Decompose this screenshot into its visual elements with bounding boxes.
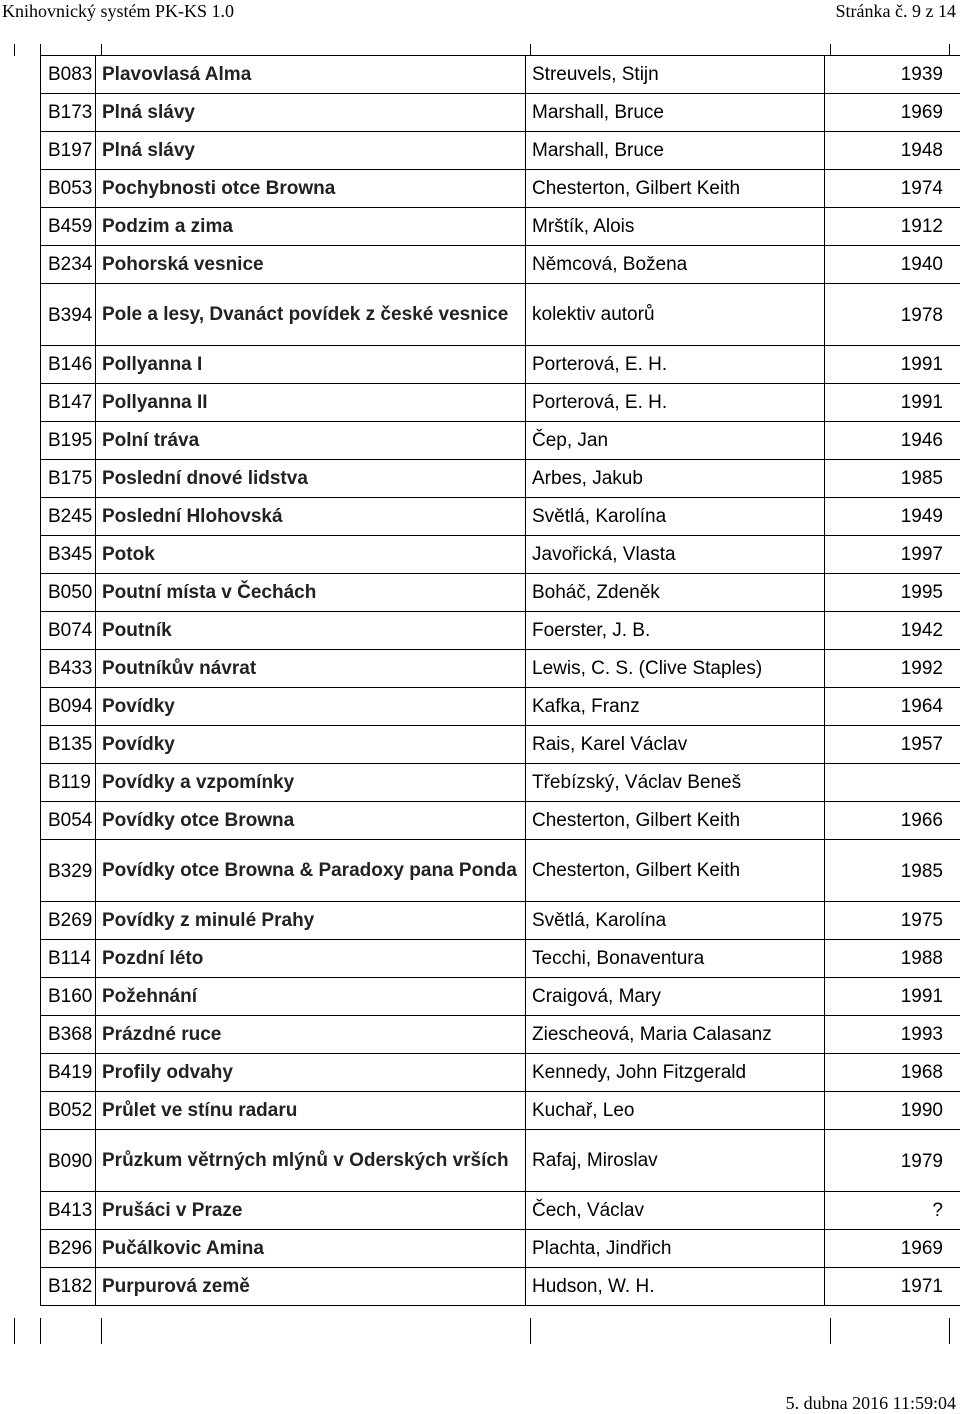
- book-author: Tecchi, Bonaventura: [526, 940, 825, 978]
- table-row: [41, 498, 960, 536]
- book-year: 1968: [825, 1054, 960, 1092]
- book-title: Poutníkův návrat: [96, 650, 526, 688]
- book-code: B182: [41, 1268, 96, 1306]
- book-author: kolektiv autorů: [526, 284, 825, 346]
- book-code: B083: [41, 56, 96, 94]
- book-author: Kennedy, John Fitzgerald: [526, 1054, 825, 1092]
- book-code: B433: [41, 650, 96, 688]
- book-author: Čech, Václav: [526, 1192, 825, 1230]
- book-year: 1974: [825, 170, 960, 208]
- book-author: Kuchař, Leo: [526, 1092, 825, 1130]
- book-title: Pozdní léto: [96, 940, 526, 978]
- table-frame-bottom: [14, 1318, 950, 1344]
- book-title: Povídky a vzpomínky: [96, 764, 526, 802]
- book-author: Kafka, Franz: [526, 688, 825, 726]
- book-year: 1969: [825, 1230, 960, 1268]
- book-author: Boháč, Zdeněk: [526, 574, 825, 612]
- table-row: [41, 902, 960, 940]
- book-year: 1988: [825, 940, 960, 978]
- book-title: Potok: [96, 536, 526, 574]
- book-year: 1939: [825, 56, 960, 94]
- page-number: Stránka č. 9 z 14: [835, 1, 956, 21]
- book-title: Prušáci v Praze: [96, 1192, 526, 1230]
- book-title: Pohorská vesnice: [96, 246, 526, 284]
- book-code: B052: [41, 1092, 96, 1130]
- book-code: B094: [41, 688, 96, 726]
- book-title: Pučálkovic Amina: [96, 1230, 526, 1268]
- book-year: 1990: [825, 1092, 960, 1130]
- book-title: Poutní místa v Čechách: [96, 574, 526, 612]
- book-code: B050: [41, 574, 96, 612]
- book-author: Javořická, Vlasta: [526, 536, 825, 574]
- book-year: 1957: [825, 726, 960, 764]
- book-code: B175: [41, 460, 96, 498]
- book-author: Mrštík, Alois: [526, 208, 825, 246]
- book-code: B090: [41, 1130, 96, 1192]
- book-code: B329: [41, 840, 96, 902]
- table-row: [41, 170, 960, 208]
- book-code: B195: [41, 422, 96, 460]
- table-row: [41, 284, 960, 346]
- book-title: Plná slávy: [96, 94, 526, 132]
- column-divider: [101, 1318, 102, 1344]
- book-author: Čep, Jan: [526, 422, 825, 460]
- book-title: Plná slávy: [96, 132, 526, 170]
- book-title: Pochybnosti otce Browna: [96, 170, 526, 208]
- table-row: [41, 422, 960, 460]
- book-title: Povídky otce Browna & Paradoxy pana Ponda: [96, 840, 526, 902]
- table-row: [41, 1268, 960, 1306]
- book-title: Polní tráva: [96, 422, 526, 460]
- table-row: [41, 94, 960, 132]
- table-row: [41, 688, 960, 726]
- book-title: Poutník: [96, 612, 526, 650]
- column-divider: [40, 1318, 41, 1344]
- book-year: 1978: [825, 284, 960, 346]
- book-code: B419: [41, 1054, 96, 1092]
- book-author: Porterová, E. H.: [526, 384, 825, 422]
- book-author: Streuvels, Stijn: [526, 56, 825, 94]
- table-row: [41, 384, 960, 422]
- table-row: [41, 56, 960, 94]
- table-row: [41, 346, 960, 384]
- book-title: Profily odvahy: [96, 1054, 526, 1092]
- book-year: 1942: [825, 612, 960, 650]
- book-year: 1997: [825, 536, 960, 574]
- book-author: Světlá, Karolína: [526, 902, 825, 940]
- book-author: Marshall, Bruce: [526, 94, 825, 132]
- table-row: [41, 1054, 960, 1092]
- book-author: Foerster, J. B.: [526, 612, 825, 650]
- book-code: B245: [41, 498, 96, 536]
- table-row: [41, 940, 960, 978]
- book-code: B074: [41, 612, 96, 650]
- book-code: B053: [41, 170, 96, 208]
- book-title: Pollyanna II: [96, 384, 526, 422]
- book-author: Chesterton, Gilbert Keith: [526, 802, 825, 840]
- book-code: B234: [41, 246, 96, 284]
- book-author: Chesterton, Gilbert Keith: [526, 840, 825, 902]
- book-code: B413: [41, 1192, 96, 1230]
- book-code: B147: [41, 384, 96, 422]
- book-year: 1975: [825, 902, 960, 940]
- book-title: Prázdné ruce: [96, 1016, 526, 1054]
- book-code: B135: [41, 726, 96, 764]
- table-row: [41, 650, 960, 688]
- book-code: B119: [41, 764, 96, 802]
- table-row: [41, 132, 960, 170]
- table-row: [41, 1130, 960, 1192]
- book-year: 1912: [825, 208, 960, 246]
- book-author: Světlá, Karolína: [526, 498, 825, 536]
- system-name: Knihovnický systém PK-KS 1.0: [2, 1, 235, 21]
- book-title: Povídky: [96, 726, 526, 764]
- book-author: Ziescheová, Maria Calasanz: [526, 1016, 825, 1054]
- book-title: Poslední dnové lidstva: [96, 460, 526, 498]
- table-row: [41, 802, 960, 840]
- book-year: 1940: [825, 246, 960, 284]
- book-code: B173: [41, 94, 96, 132]
- book-code: B146: [41, 346, 96, 384]
- table-row: [41, 1016, 960, 1054]
- book-author: Hudson, W. H.: [526, 1268, 825, 1306]
- book-title: Povídky z minulé Prahy: [96, 902, 526, 940]
- book-code: B345: [41, 536, 96, 574]
- book-year: 1979: [825, 1130, 960, 1192]
- book-year: 1971: [825, 1268, 960, 1306]
- table-row: [41, 612, 960, 650]
- book-title: Povídky otce Browna: [96, 802, 526, 840]
- book-author: Craigová, Mary: [526, 978, 825, 1016]
- book-title: Podzim a zima: [96, 208, 526, 246]
- book-author: Porterová, E. H.: [526, 346, 825, 384]
- book-year: 1985: [825, 840, 960, 902]
- book-year: 1991: [825, 384, 960, 422]
- book-year: 1948: [825, 132, 960, 170]
- book-code: B368: [41, 1016, 96, 1054]
- book-year: 1966: [825, 802, 960, 840]
- book-author: Marshall, Bruce: [526, 132, 825, 170]
- book-title: Pollyanna I: [96, 346, 526, 384]
- book-title: Plavovlasá Alma: [96, 56, 526, 94]
- book-title: Průlet ve stínu radaru: [96, 1092, 526, 1130]
- book-code: B054: [41, 802, 96, 840]
- table-row: [41, 208, 960, 246]
- book-code: B459: [41, 208, 96, 246]
- book-year: 1969: [825, 94, 960, 132]
- table-row: [41, 1092, 960, 1130]
- book-code: B114: [41, 940, 96, 978]
- book-author: Arbes, Jakub: [526, 460, 825, 498]
- table-row: [41, 536, 960, 574]
- book-year: 1991: [825, 346, 960, 384]
- table-row: [41, 1230, 960, 1268]
- book-author: Chesterton, Gilbert Keith: [526, 170, 825, 208]
- book-code: B296: [41, 1230, 96, 1268]
- book-year: 1949: [825, 498, 960, 536]
- book-title: Poslední Hlohovská: [96, 498, 526, 536]
- book-year: 1995: [825, 574, 960, 612]
- book-list-table: [40, 55, 960, 1306]
- book-year: [825, 764, 960, 802]
- book-author: Němcová, Božena: [526, 246, 825, 284]
- book-author: Třebízský, Václav Beneš: [526, 764, 825, 802]
- column-divider: [530, 1318, 531, 1344]
- book-year: 1946: [825, 422, 960, 460]
- book-year: 1964: [825, 688, 960, 726]
- table-row: [41, 978, 960, 1016]
- book-year: 1993: [825, 1016, 960, 1054]
- book-author: Rafaj, Miroslav: [526, 1130, 825, 1192]
- book-year: ?: [825, 1192, 960, 1230]
- table-row: [41, 246, 960, 284]
- print-timestamp: 5. dubna 2016 11:59:04: [785, 1393, 956, 1413]
- book-code: B197: [41, 132, 96, 170]
- book-year: 1992: [825, 650, 960, 688]
- column-divider: [830, 1318, 831, 1344]
- book-author: Plachta, Jindřich: [526, 1230, 825, 1268]
- table-row: [41, 840, 960, 902]
- book-title: Povídky: [96, 688, 526, 726]
- book-year: 1991: [825, 978, 960, 1016]
- book-author: Rais, Karel Václav: [526, 726, 825, 764]
- book-title: Pole a lesy, Dvanáct povídek z české vesnice: [96, 284, 526, 346]
- book-year: 1985: [825, 460, 960, 498]
- table-row: [41, 726, 960, 764]
- table-row: [41, 460, 960, 498]
- book-code: B269: [41, 902, 96, 940]
- table-row: [41, 1192, 960, 1230]
- book-title: Požehnání: [96, 978, 526, 1016]
- table-row: [41, 764, 960, 802]
- book-code: B394: [41, 284, 96, 346]
- book-author: Lewis, C. S. (Clive Staples): [526, 650, 825, 688]
- book-title: Průzkum větrných mlýnů v Oderských vrších: [96, 1130, 526, 1192]
- table-row: [41, 574, 960, 612]
- book-title: Purpurová země: [96, 1268, 526, 1306]
- book-code: B160: [41, 978, 96, 1016]
